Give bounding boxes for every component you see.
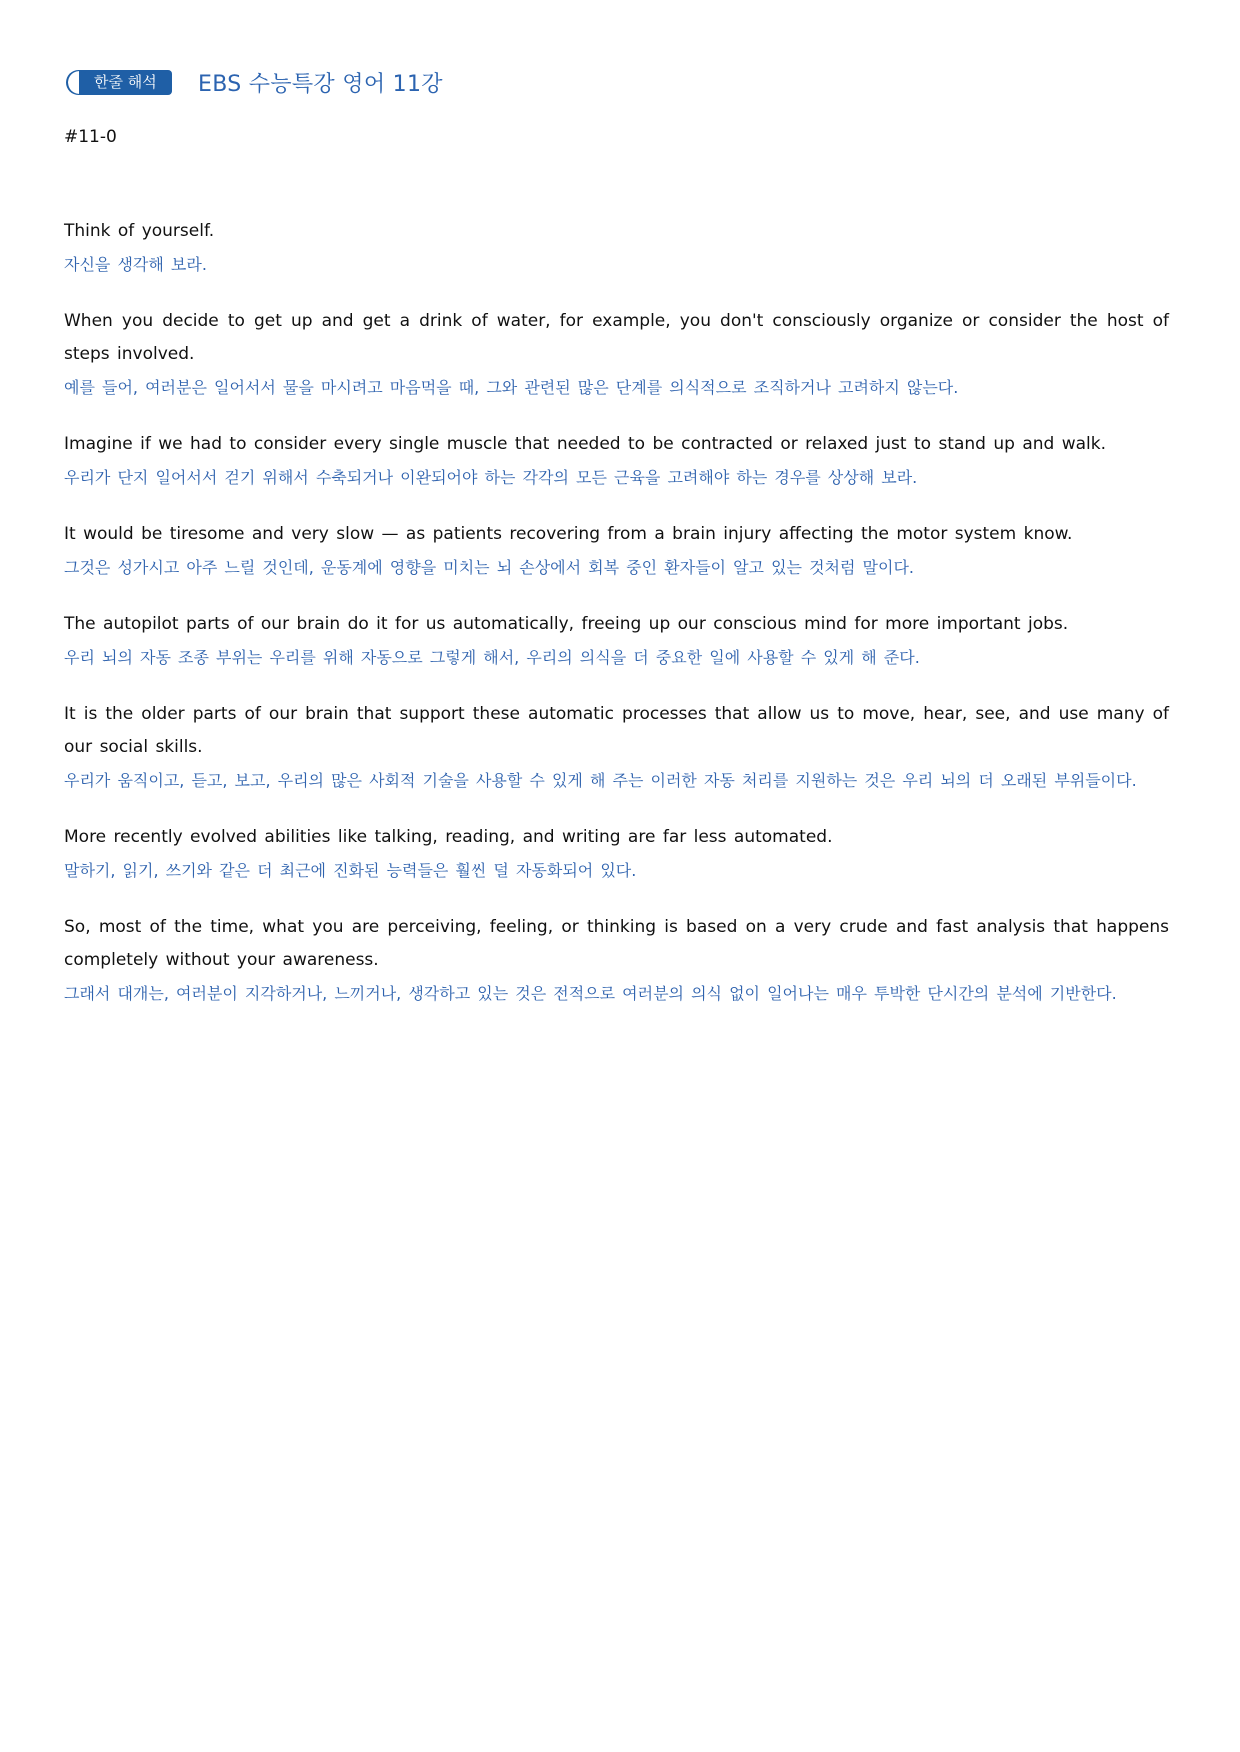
document-header	[66, 64, 443, 100]
one-line-translation-badge	[66, 70, 172, 95]
sentence-list	[64, 215, 1169, 1034]
english-sentence: Imagine if we had to consider every single muscle that needed to be contracted or relaxed just to stand up and walk.	[64, 434, 1107, 454]
half-circle-icon	[68, 71, 91, 94]
sentence-pair	[64, 428, 1169, 494]
korean-translation: 그것은 성가시고 아주 느릴 것인데, 운동계에 영향을 미치는 뇌 손상에서 회복 중인 환자들이 알고 있는 것처럼 말이다.	[64, 558, 914, 577]
english-sentence: So, most of the time, what you are perceiving, feeling, or thinking is based on a very crude and fast analysis that happens completely without your awareness.	[64, 917, 1169, 970]
korean-translation: 우리가 단지 일어서서 걷기 위해서 수축되거나 이완되어야 하는 각각의 모든 근육을 고려해야 하는 경우를 상상해 보라.	[64, 468, 918, 487]
passage-id: #11-0	[64, 127, 117, 147]
sentence-pair	[64, 305, 1169, 404]
sentence-pair	[64, 911, 1169, 1010]
korean-translation: 자신을 생각해 보라.	[64, 255, 207, 274]
english-sentence: When you decide to get up and get a drink of water, for example, you don't consciously organize or consider the host of steps involved.	[64, 311, 1169, 364]
badge-label: 한줄 해석	[94, 72, 157, 91]
sentence-pair	[64, 215, 1169, 281]
sentence-pair	[64, 608, 1169, 674]
document-title: EBS 수능특강 영어 11강	[198, 71, 443, 97]
english-sentence: The autopilot parts of our brain do it for us automatically, freeing up our conscious mind for more important jobs.	[64, 614, 1069, 634]
korean-translation: 예를 들어, 여러분은 일어서서 물을 마시려고 마음먹을 때, 그와 관련된 많은 단계를 의식적으로 조직하거나 고려하지 않는다.	[64, 378, 959, 397]
english-sentence: It would be tiresome and very slow — as patients recovering from a brain injury affecting the motor system know.	[64, 524, 1073, 544]
english-sentence: More recently evolved abilities like talking, reading, and writing are far less automated.	[64, 827, 833, 847]
sentence-pair	[64, 518, 1169, 584]
english-sentence: It is the older parts of our brain that support these automatic processes that allow us to move, hear, see, and use many of our social skills.	[64, 704, 1169, 757]
korean-translation: 우리가 움직이고, 듣고, 보고, 우리의 많은 사회적 기술을 사용할 수 있게 해 주는 이러한 자동 처리를 지원하는 것은 우리 뇌의 더 오래된 부위들이다.	[64, 771, 1137, 790]
korean-translation: 말하기, 읽기, 쓰기와 같은 더 최근에 진화된 능력들은 훨씬 덜 자동화되어 있다.	[64, 861, 637, 880]
english-sentence: Think of yourself.	[64, 221, 215, 241]
sentence-pair	[64, 698, 1169, 797]
sentence-pair	[64, 821, 1169, 887]
korean-translation: 그래서 대개는, 여러분이 지각하거나, 느끼거나, 생각하고 있는 것은 전적으로 여러분의 의식 없이 일어나는 매우 투박한 단시간의 분석에 기반한다.	[64, 984, 1117, 1003]
korean-translation: 우리 뇌의 자동 조종 부위는 우리를 위해 자동으로 그렇게 해서, 우리의 의식을 더 중요한 일에 사용할 수 있게 해 준다.	[64, 648, 920, 667]
